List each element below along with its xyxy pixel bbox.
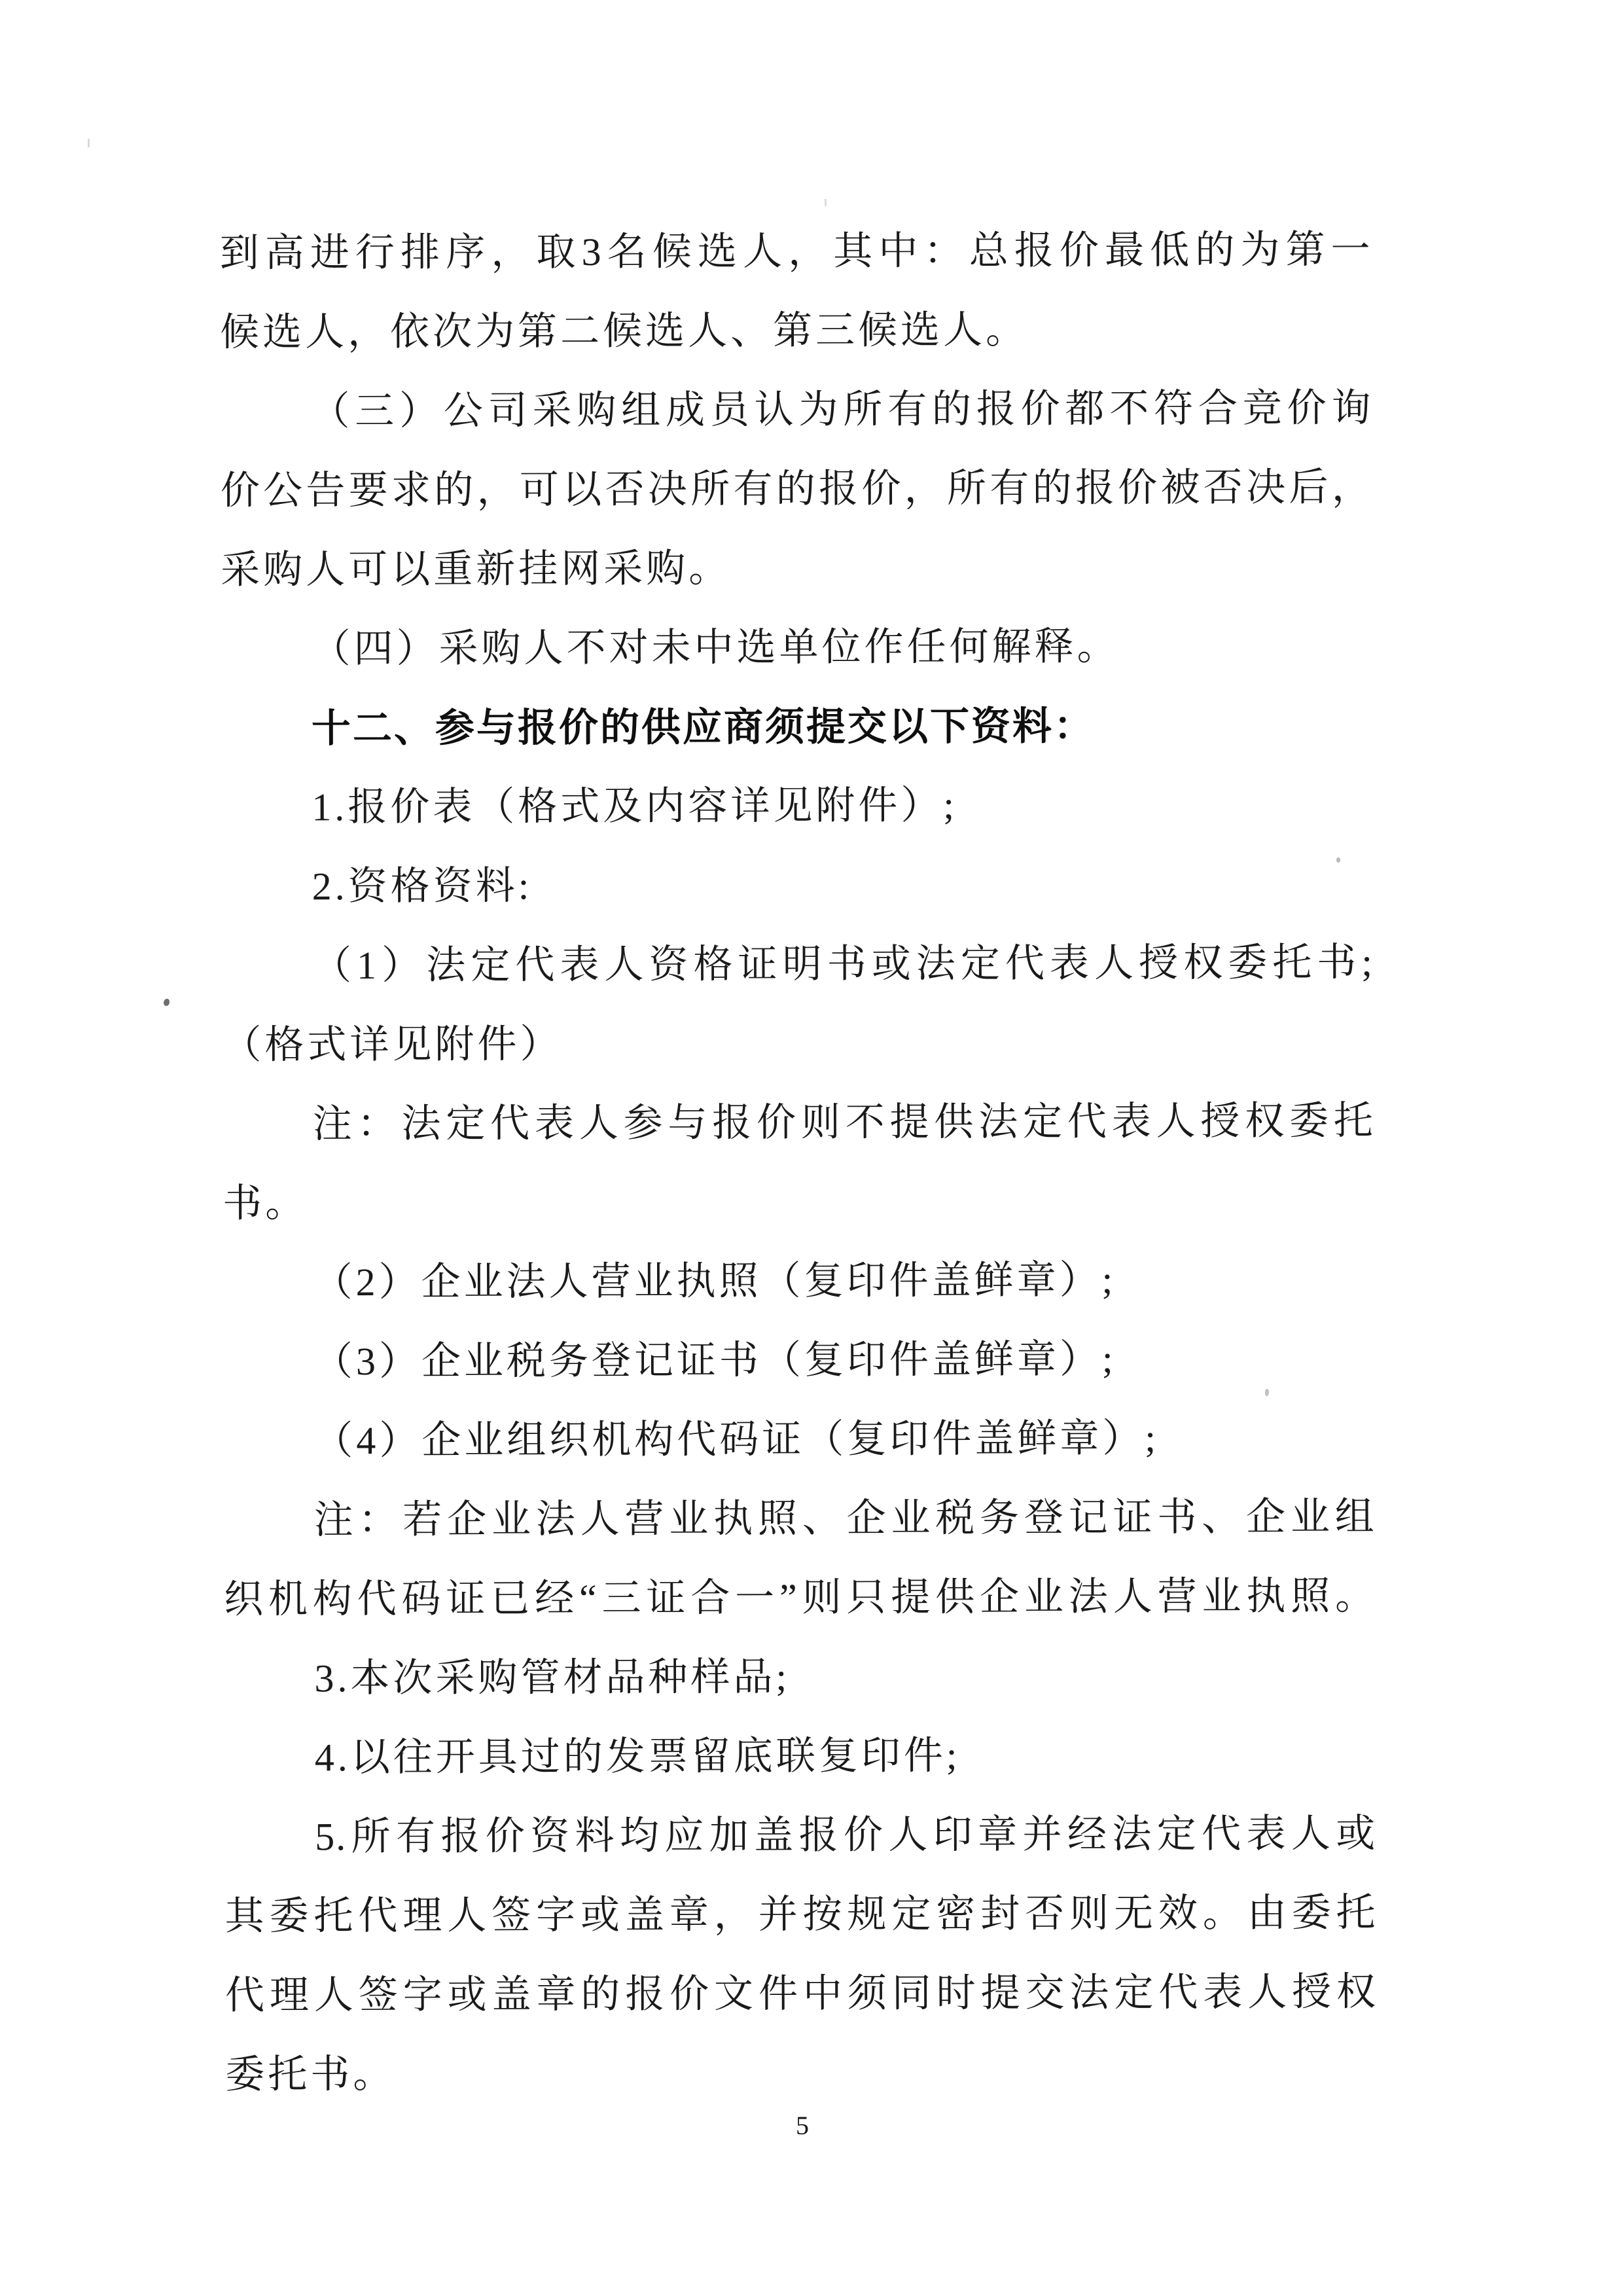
text-line: 注：法定代表人参与报价则不提供法定代表人授权委托 — [312, 1099, 1374, 1146]
text-line: （1）法定代表人资格证明书或法定代表人授权委托书; — [312, 941, 1374, 988]
section-heading: 十二、参与报价的供应商须提交以下资料： — [311, 704, 1096, 751]
text-line: 3.本次采购管材品种样品; — [314, 1655, 791, 1700]
text-line: （四）采购人不对未中选单位作任何解释。 — [311, 624, 1120, 671]
page-number: 5 — [796, 2111, 809, 2140]
text-line: （三）公司采购组成员认为所有的报价都不符合竞价询 — [310, 386, 1372, 433]
text-line: 织机构代码证已经“三证合一”则只提供企业法人营业执照。 — [223, 1574, 1376, 1621]
text-line: 4.以往开具过的发票留底联复印件; — [314, 1734, 961, 1780]
text-line: 候选人，依次为第二候选人、第三候选人。 — [219, 308, 1029, 354]
text-line: （4）企业组织机构代码证（复印件盖鲜章）; — [313, 1416, 1160, 1463]
text-line: 委托书。 — [225, 2052, 396, 2096]
text-line: 注：若企业法人营业执照、企业税务登记证书、企业组 — [313, 1495, 1376, 1542]
text-line: 1.报价表（格式及内容详见附件）; — [312, 783, 958, 829]
text-line: 其委托代理人签字或盖章，并按规定密封否则无效。由委托 — [224, 1891, 1377, 1938]
scan-speck — [825, 199, 827, 206]
scan-speck — [88, 139, 90, 147]
text-line: 代理人签字或盖章的报价文件中须同时提交法定代表人授权 — [224, 1970, 1378, 2017]
text-line: 5.所有报价资料均应加盖报价人印章并经法定代表人或 — [315, 1812, 1377, 1859]
text-line: （3）企业税务登记证书（复印件盖鲜章）; — [313, 1337, 1116, 1384]
scan-speck — [1336, 857, 1340, 863]
document-text — [219, 210, 1377, 2115]
text-line: 采购人可以重新挂网采购。 — [221, 547, 732, 592]
text-line: 价公告要求的，可以否决所有的报价，所有的报价被否决后， — [220, 465, 1372, 512]
text-line: （格式详见附件） — [222, 1022, 563, 1067]
text-line: 书。 — [223, 1181, 308, 1225]
text-line: 到高进行排序，取3名候选人，其中：总报价最低的为第一 — [219, 228, 1372, 275]
text-line: 2.资格资料: — [312, 864, 533, 908]
scan-speck — [164, 999, 169, 1006]
text-line: （2）企业法人营业执照（复印件盖鲜章）; — [313, 1258, 1116, 1304]
